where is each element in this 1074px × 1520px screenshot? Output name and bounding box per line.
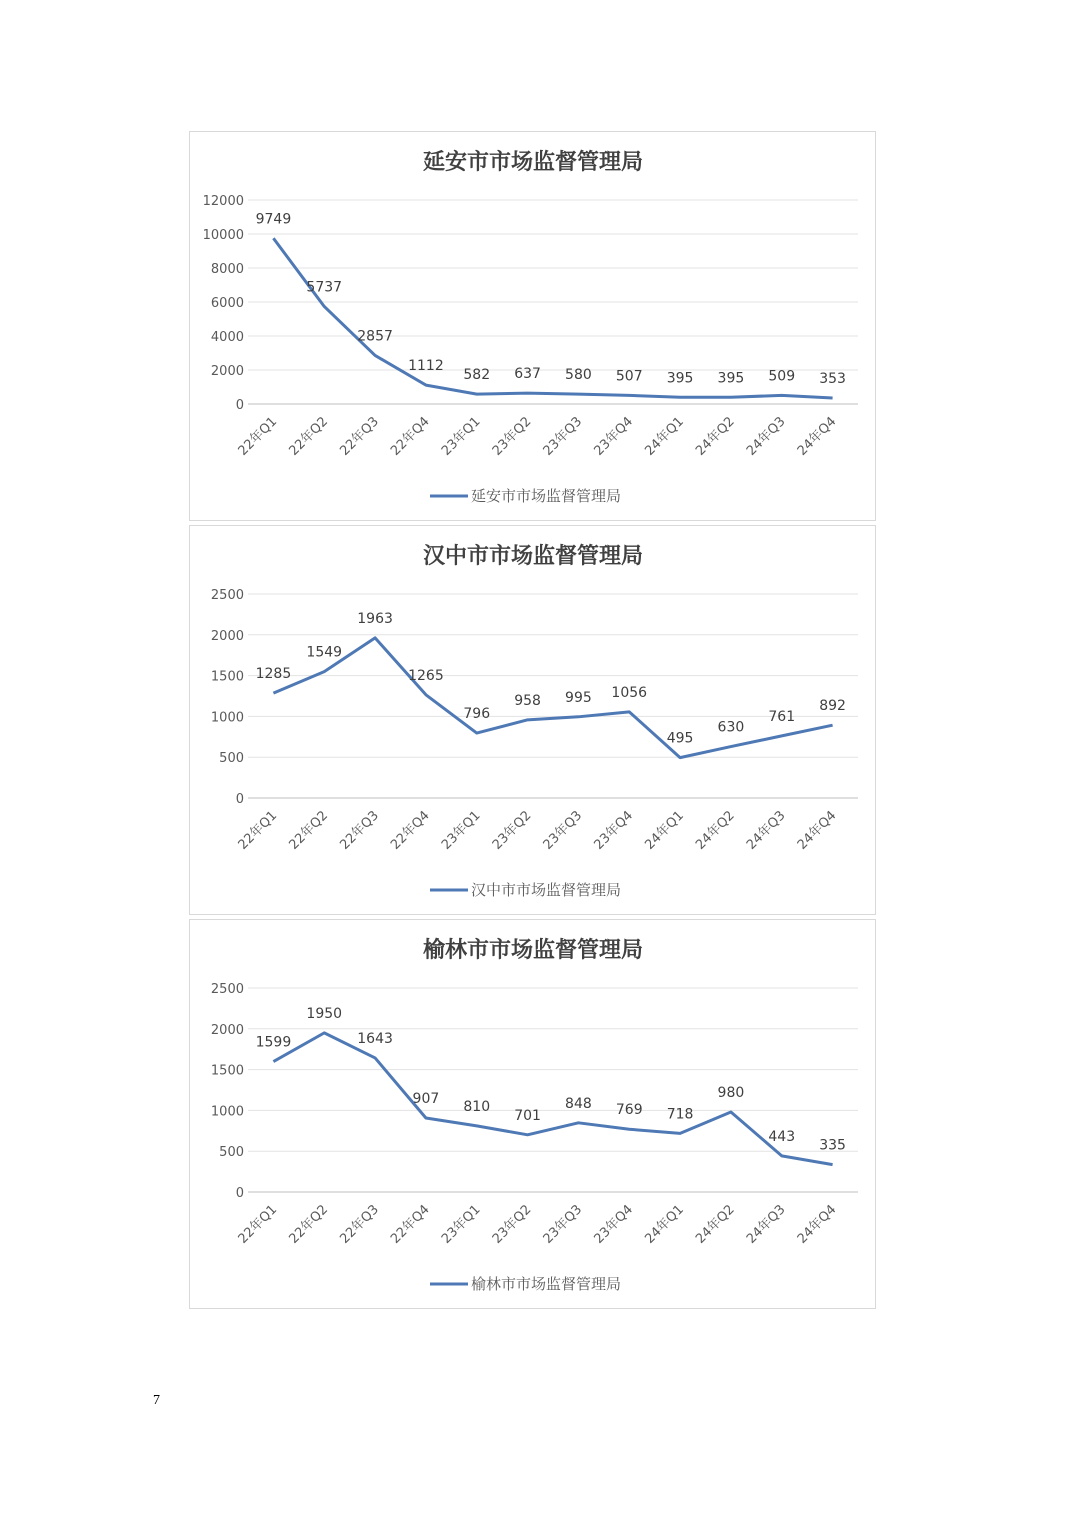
data-label: 1549: [306, 644, 343, 661]
data-label: 769: [615, 1102, 643, 1119]
chart-yanan: [189, 131, 876, 521]
y-tick-label: 2000: [210, 364, 244, 379]
data-label: 980: [717, 1085, 745, 1102]
x-tick-label: 23年Q1: [438, 1202, 484, 1247]
data-label: 1643: [357, 1030, 393, 1047]
x-tick-label: 23年Q4: [591, 414, 637, 459]
x-tick-label: 23年Q1: [438, 414, 484, 459]
x-tick-label: 22年Q4: [388, 808, 433, 853]
data-label: 761: [768, 708, 796, 725]
series-line: [273, 238, 832, 398]
x-tick-label: 22年Q3: [337, 808, 382, 853]
chart-title: 榆林市市场监督管理局: [422, 937, 644, 963]
chart-svg: [190, 526, 877, 916]
data-label: 507: [615, 368, 643, 385]
data-label: 1285: [255, 666, 292, 683]
y-tick-label: 0: [235, 1186, 244, 1201]
y-tick-label: 4000: [210, 330, 244, 345]
data-label: 796: [463, 706, 491, 723]
x-tick-label: 24年Q1: [642, 414, 687, 459]
y-tick-label: 0: [235, 792, 244, 807]
chart-hanzhong: [189, 525, 876, 915]
x-tick-label: 23年Q4: [591, 1202, 637, 1247]
y-tick-label: 2000: [210, 628, 244, 644]
x-tick-label: 23年Q4: [591, 808, 637, 853]
x-tick-label: 23年Q2: [489, 808, 535, 853]
y-tick-label: 6000: [210, 296, 244, 311]
data-label: 1963: [357, 610, 393, 627]
x-tick-label: 22年Q3: [337, 1202, 382, 1247]
series-line: [273, 638, 832, 758]
x-tick-label: 23年Q3: [540, 1202, 586, 1247]
y-tick-label: 1000: [210, 1104, 244, 1120]
x-tick-label: 22年Q2: [286, 1202, 332, 1247]
x-tick-label: 24年Q2: [693, 1202, 738, 1247]
data-label: 1056: [611, 684, 648, 701]
data-label: 580: [565, 367, 592, 384]
data-label: 1950: [306, 1005, 343, 1022]
x-tick-label: 24年Q2: [693, 808, 738, 853]
chart-yulin: [189, 919, 876, 1309]
x-tick-label: 24年Q2: [693, 414, 738, 459]
data-label: 335: [819, 1137, 846, 1154]
x-tick-label: 23年Q2: [489, 414, 535, 459]
x-tick-label: 24年Q4: [794, 1202, 840, 1247]
data-label: 395: [717, 370, 745, 387]
data-label: 9749: [255, 211, 292, 228]
data-label: 5737: [306, 279, 343, 296]
y-tick-label: 2000: [210, 1022, 244, 1038]
data-label: 353: [819, 370, 846, 387]
x-tick-label: 22年Q1: [235, 808, 281, 853]
x-tick-label: 22年Q2: [286, 414, 332, 459]
data-label: 1599: [255, 1034, 292, 1051]
legend-label: 汉中市市场监督管理局: [471, 881, 622, 899]
x-tick-label: 23年Q3: [540, 808, 586, 853]
x-tick-label: 23年Q2: [489, 1202, 535, 1247]
x-tick-label: 22年Q1: [235, 414, 281, 459]
y-tick-label: 2500: [210, 588, 244, 603]
data-label: 495: [666, 730, 694, 747]
x-tick-label: 23年Q1: [438, 808, 484, 853]
data-label: 509: [768, 368, 796, 385]
page-number: 7: [153, 1393, 160, 1408]
x-tick-label: 22年Q4: [388, 1202, 433, 1247]
data-label: 637: [514, 366, 541, 383]
x-tick-label: 22年Q2: [286, 808, 332, 853]
x-tick-label: 24年Q4: [794, 414, 840, 459]
x-tick-label: 24年Q3: [743, 808, 789, 853]
data-label: 443: [768, 1128, 796, 1145]
y-tick-label: 1500: [210, 669, 244, 685]
chart-title: 汉中市市场监督管理局: [422, 543, 644, 569]
data-label: 582: [463, 367, 491, 384]
x-tick-label: 22年Q4: [388, 414, 433, 459]
x-tick-label: 22年Q1: [235, 1202, 281, 1247]
data-label: 907: [412, 1090, 440, 1107]
x-tick-label: 22年Q3: [337, 414, 382, 459]
legend-label: 榆林市市场监督管理局: [471, 1275, 622, 1293]
x-tick-label: 24年Q1: [642, 808, 687, 853]
x-tick-label: 23年Q3: [540, 414, 586, 459]
y-tick-label: 8000: [210, 262, 244, 277]
data-label: 810: [463, 1098, 491, 1115]
chart-svg: [190, 132, 877, 522]
y-tick-label: 1000: [210, 710, 244, 726]
data-label: 2857: [357, 328, 393, 345]
y-tick-label: 1500: [210, 1063, 244, 1079]
y-tick-label: 2500: [210, 982, 244, 997]
x-tick-label: 24年Q1: [642, 1202, 687, 1247]
data-label: 1265: [408, 667, 444, 684]
data-label: 892: [819, 698, 846, 715]
data-label: 718: [666, 1106, 694, 1123]
x-tick-label: 24年Q3: [743, 414, 789, 459]
y-tick-label: 500: [219, 1145, 244, 1161]
data-label: 395: [666, 370, 694, 387]
y-tick-label: 12000: [202, 194, 244, 209]
y-tick-label: 500: [219, 751, 244, 767]
chart-svg: [190, 920, 877, 1310]
x-tick-label: 24年Q3: [743, 1202, 789, 1247]
y-tick-label: 10000: [202, 228, 244, 243]
data-label: 848: [565, 1095, 592, 1112]
y-tick-label: 0: [235, 398, 244, 413]
data-label: 701: [514, 1107, 541, 1124]
chart-title: 延安市市场监督管理局: [422, 149, 644, 175]
x-tick-label: 24年Q4: [794, 808, 840, 853]
data-label: 995: [565, 689, 592, 706]
legend-label: 延安市市场监督管理局: [471, 487, 622, 505]
data-label: 1112: [408, 358, 444, 375]
data-label: 630: [717, 719, 745, 736]
data-label: 958: [514, 692, 541, 709]
series-line: [273, 1030, 832, 1165]
